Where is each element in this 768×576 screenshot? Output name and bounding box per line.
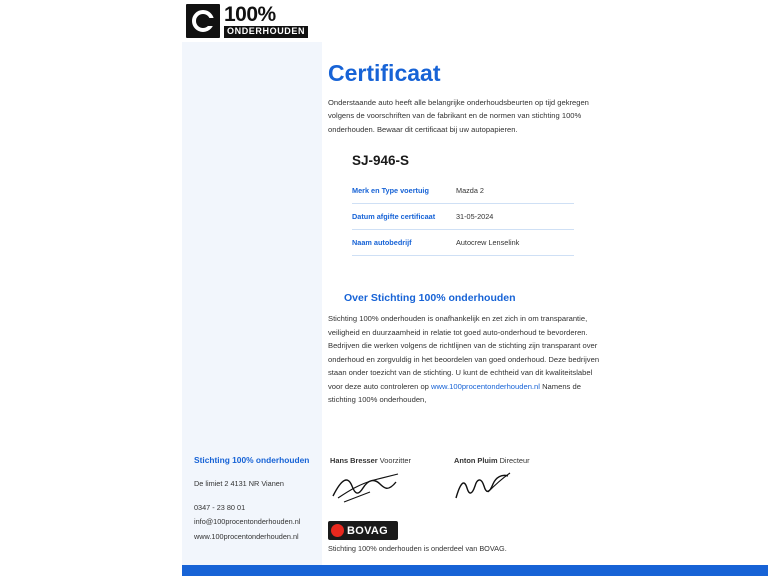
bovag-wordmark: BOVAG [347, 524, 389, 537]
logo-group [182, 4, 308, 38]
license-plate: SJ-946-S [352, 153, 410, 168]
table-row [352, 178, 574, 204]
onderhouden-mark-icon [186, 4, 220, 38]
footer-phone: 0347 - 23 80 01 [194, 503, 246, 513]
details-table [352, 178, 574, 256]
logo-word: ONDERHOUDEN [224, 26, 308, 38]
footer-website: www.100procentonderhouden.nl [194, 531, 299, 541]
brand-logo [182, 0, 322, 42]
logo-text [224, 4, 308, 38]
detail-label: Naam autobedrijf [352, 238, 412, 247]
footer-org-name: Stichting 100% onderhouden [194, 455, 310, 465]
footer-address: De limiet 2 4131 NR Vianen [194, 479, 284, 488]
detail-label: Datum afgifte certificaat [352, 212, 436, 221]
bovag-note: Stichting 100% onderhouden is onderdeel van BOVAG. [328, 544, 507, 553]
detail-label: Merk en Type voertuig [352, 186, 429, 195]
page-title: Certificaat [328, 60, 441, 86]
signature-mark-2-icon [454, 470, 514, 504]
intro-paragraph: Onderstaande auto heeft alle belangrijke onderhoudsbeurten op tijd gekregen volgens de voorschriften van de fabrikant en de normen van stichting 100% onderhouden. Bewaar dit certificaat bij uw autopapieren. [328, 98, 589, 134]
bovag-logo [328, 521, 398, 540]
table-row [352, 230, 574, 256]
detail-value: Mazda 2 [456, 186, 484, 195]
footer-email: info@100procentonderhouden.nl [194, 517, 301, 527]
logo-percent: 100% [224, 3, 276, 26]
footer-contact [194, 455, 324, 544]
right-margin [648, 0, 768, 565]
bottom-accent-bar [182, 565, 768, 576]
about-text-1: Stichting 100% onderhouden is onafhankelijk en zet zich in om transparantie, veiligheid en duurzaamheid in relatie tot goed auto-onderhoud te bevorderen. Bedrijven die werken volgens de richtlijnen van de stichting zijn transparant over onderhoud en zorgvuldig in het beoordelen van goed onderhoud. Deze bedrijven staan onder toezicht van de stichting. U kunt de echtheid van dit kwaliteitslabel voor deze auto controleren op [328, 314, 600, 391]
bovag-circle-icon [331, 524, 344, 537]
signatory-name: Anton Pluim [454, 456, 498, 465]
detail-value: 31-05-2024 [456, 212, 494, 221]
about-website-link[interactable]: www.100procentonderhouden.nl [431, 381, 540, 391]
table-row [352, 204, 574, 230]
signatory-role: Directeur [499, 456, 530, 465]
signature-block-1 [330, 456, 411, 465]
about-section-title: Over Stichting 100% onderhouden [344, 292, 516, 304]
about-paragraph [328, 312, 601, 407]
signature-mark-1-icon [330, 470, 402, 504]
signatory-role: Voorzitter [379, 456, 411, 465]
detail-value: Autocrew Lenselink [456, 238, 520, 247]
signatory-name: Hans Bresser [330, 456, 378, 465]
about-text-2: Namens de stichting 100% onderhouden, [328, 381, 581, 405]
signature-block-2 [454, 456, 530, 465]
